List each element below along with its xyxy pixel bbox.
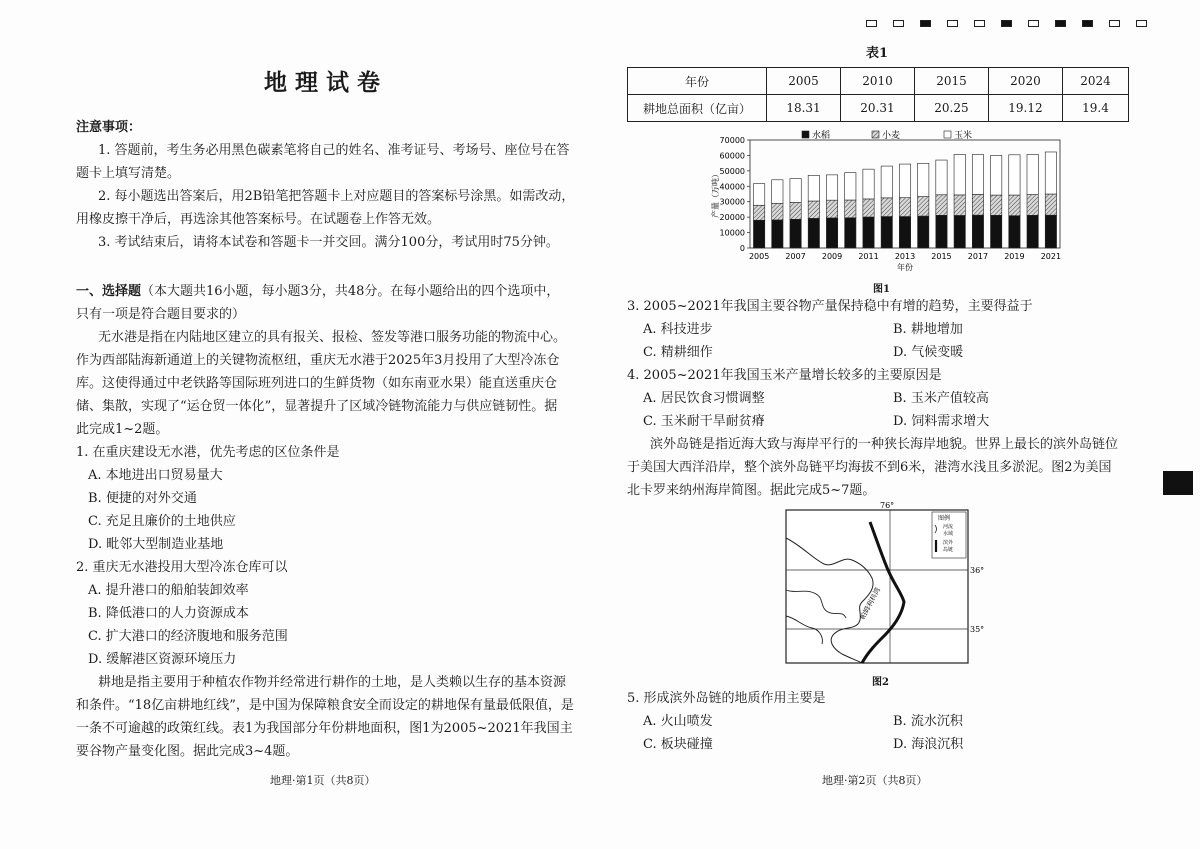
question-5: 5. 形成滨外岛链的地质作用主要是 <box>627 691 826 706</box>
passage-1-line-3: 库。这使得通过中老铁路等国际班列进口的生鲜货物（如东南亚水果）能直送重庆仓 <box>76 376 558 391</box>
question-4: 4. 2005~2021年我国玉米产量增长较多的主要原因是 <box>627 368 942 383</box>
bar-rice <box>753 220 764 248</box>
x-tick-label: 2007 <box>785 252 806 261</box>
q1-option-b: B. 便捷的对外交通 <box>88 491 197 506</box>
table-cell: 19.4 <box>1062 95 1128 122</box>
table-header-row <box>628 68 1129 95</box>
notice-line-5: 3. 考试结束后，请将本试卷和答题卡一并交回。满分100分，考试用时75分钟。 <box>98 235 559 250</box>
bar-corn <box>808 175 819 201</box>
bar-rice <box>826 218 837 248</box>
bar-rice <box>1027 215 1038 248</box>
q2-option-c: C. 扩大港口的经济腹地和服务范围 <box>88 629 288 644</box>
passage-2-line-2: 和条件。“18亿亩耕地红线”，是中国为保障粮食安全而设定的耕地保有量最低限值，是 <box>76 698 574 713</box>
alignment-marker <box>1136 20 1147 27</box>
alignment-marker <box>866 20 877 27</box>
passage-2-line-3: 一条不可逾越的政策红线。表1为我国部分年份耕地面积，图1为2005~2021年我国主 <box>76 721 573 736</box>
table-cell: 18.31 <box>767 95 841 122</box>
section-heading <box>76 280 559 303</box>
q5-option-b: B. 流水沉积 <box>893 714 963 729</box>
y-tick-label: 50000 <box>719 166 745 176</box>
bar-corn <box>1009 155 1020 195</box>
q3-option-a: A. 科技进步 <box>643 322 713 337</box>
alignment-marker <box>893 20 904 27</box>
bar-wheat <box>772 203 783 220</box>
y-tick-label: 70000 <box>719 136 745 145</box>
legend-title: 图例 <box>938 515 951 522</box>
y-tick-label: 60000 <box>719 151 745 161</box>
latitude-35-label: 35° <box>970 625 985 634</box>
notice-line-1: 1. 答题前，考生务必用黑色碳素笔将自己的姓名、准考证号、考场号、座位号在答 <box>98 143 570 158</box>
legend-swatch <box>872 131 879 138</box>
q2-option-b: B. 降低港口的人力资源成本 <box>88 606 249 621</box>
legend-swatch <box>944 131 951 138</box>
bar-corn <box>772 180 783 203</box>
bar-wheat <box>1009 195 1020 216</box>
notice-line-3: 2. 每小题选出答案后，用2B铅笔把答题卡上对应题目的答案标号涂黑。如需改动， <box>98 189 575 204</box>
legend-item: 河流 <box>943 524 954 530</box>
bar-rice <box>918 216 929 248</box>
bar-wheat <box>826 200 837 218</box>
bar-wheat <box>790 202 801 219</box>
bar-rice <box>899 217 910 248</box>
x-tick-label: 2011 <box>858 252 879 261</box>
bar-wheat <box>954 195 965 216</box>
bar-corn <box>954 154 965 195</box>
alignment-marker <box>1082 20 1093 27</box>
figure-1-caption: 图1 <box>873 284 890 295</box>
bar-corn <box>936 160 947 195</box>
bar-corn <box>863 169 874 199</box>
bar-wheat <box>753 205 764 220</box>
bar-rice <box>972 215 983 248</box>
legend-item: 岛链 <box>943 547 954 553</box>
x-tick-label: 2009 <box>821 252 843 261</box>
bar-rice <box>808 218 819 248</box>
q5-option-d: D. 海浪沉积 <box>893 737 964 752</box>
north-carolina-coast-map <box>772 498 992 676</box>
table-cell: 2020 <box>988 68 1062 95</box>
q5-option-c: C. 板块碰撞 <box>643 737 713 752</box>
x-tick-label: 2005 <box>748 252 770 261</box>
page-edge-tab <box>1163 471 1193 495</box>
longitude-label: 76° <box>880 501 895 510</box>
passage-1-line-5: 此完成1~2题。 <box>76 422 169 437</box>
section-instructions: （本大题共16小题，每小题3分，共48分。在每小题给出的四个选项中， <box>141 284 560 299</box>
x-tick-label: 2021 <box>1040 252 1062 261</box>
y-tick-label: 40000 <box>719 182 745 192</box>
table-cell: 2010 <box>840 68 914 95</box>
q3-option-d: D. 气候变暖 <box>893 345 964 360</box>
bar-wheat <box>881 198 892 217</box>
bar-corn <box>753 184 764 206</box>
alignment-marker <box>1109 20 1120 27</box>
bar-rice <box>863 217 874 248</box>
alignment-markers <box>866 20 1147 27</box>
alignment-marker <box>1055 20 1066 27</box>
bar-corn <box>1045 152 1056 194</box>
legend-item: 滨外 <box>943 540 954 546</box>
q3-option-c: C. 精耕细作 <box>643 345 713 360</box>
bar-wheat <box>918 197 929 216</box>
bar-wheat <box>972 194 983 215</box>
bar-rice <box>845 218 856 248</box>
question-2: 2. 重庆无水港投用大型冷冻仓库可以 <box>76 560 288 575</box>
q3-option-b: B. 耕地增加 <box>893 322 963 337</box>
q4-option-c: C. 玉米耐干旱耐贫瘠 <box>643 414 765 429</box>
question-1: 1. 在重庆建设无水港，优先考虑的区位条件是 <box>76 445 340 460</box>
alignment-marker <box>974 20 985 27</box>
q2-option-d: D. 缓解港区资源环境压力 <box>88 652 237 667</box>
bar-wheat <box>808 201 819 218</box>
bar-rice <box>1009 216 1020 248</box>
legend-swatch <box>802 131 809 138</box>
table-caption: 表1 <box>866 46 889 61</box>
bar-corn <box>845 173 856 200</box>
passage-1-line-2: 作为西部陆海新通道上的关键物流枢纽，重庆无水港于2025年3月投用了大型冷冻仓 <box>76 353 560 368</box>
section-title: 一、选择题 <box>76 284 142 299</box>
bar-corn <box>991 155 1002 195</box>
passage-1-line-4: 储、集散，实现了“运仓贸一体化”，显著提升了区域冷链物流能力与供应链韧性。据 <box>76 399 558 414</box>
bar-rice <box>1045 215 1056 248</box>
bar-rice <box>881 217 892 248</box>
q5-option-a: A. 火山喷发 <box>643 714 713 729</box>
table-cell: 年份 <box>628 68 767 95</box>
x-tick-label: 2015 <box>931 252 952 261</box>
bar-corn <box>1027 154 1038 194</box>
table-cell: 20.25 <box>914 95 988 122</box>
bar-rice <box>954 215 965 248</box>
bar-corn <box>972 155 983 195</box>
alignment-marker <box>1028 20 1039 27</box>
section-instructions-2: 只有一项是符合题目要求的） <box>76 307 246 322</box>
y-tick-label: 30000 <box>719 197 745 207</box>
bar-corn <box>826 175 837 200</box>
x-tick-label: 2017 <box>967 252 989 261</box>
legend-label: 小麦 <box>882 131 901 141</box>
q1-option-d: D. 毗邻大型制造业基地 <box>88 537 224 552</box>
x-axis-label: 年份 <box>897 263 913 272</box>
alignment-marker <box>947 20 958 27</box>
q1-option-a: A. 本地进出口贸易量大 <box>88 468 223 483</box>
bar-rice <box>772 220 783 248</box>
y-tick-label: 10000 <box>719 228 745 238</box>
passage-3-line-2: 于美国大西洋沿岸，整个滨外岛链平均海拔不到6米，港湾水浅且多淤泥。图2为美国 <box>627 460 1112 475</box>
table-cell: 2015 <box>914 68 988 95</box>
y-axis-label: 产量（万吨） <box>711 170 720 218</box>
bar-wheat <box>845 200 856 218</box>
alignment-marker <box>920 20 931 27</box>
bar-wheat <box>936 195 947 216</box>
passage-2-line-1: 耕地是指主要用于种植农作物并经常进行耕作的土地，是人类赖以生存的基本资源 <box>98 675 567 690</box>
bar-wheat <box>899 198 910 217</box>
grain-production-chart <box>712 128 1072 276</box>
page-footer-left: 地理·第1页（共8页） <box>270 774 376 787</box>
sound-label: 帕姆利科湾 <box>858 586 883 621</box>
notice-line-2: 题卡上填写清楚。 <box>76 166 181 181</box>
legend-label: 水稻 <box>812 131 831 141</box>
passage-1-line-1: 无水港是指在内陆地区建立的具有报关、报检、签发等港口服务功能的物流中心。 <box>98 330 567 345</box>
bar-wheat <box>1045 194 1056 215</box>
table-row <box>628 95 1129 122</box>
bar-wheat <box>1027 195 1038 216</box>
x-tick-label: 2013 <box>894 252 916 261</box>
q2-option-a: A. 提升港口的船舶装卸效率 <box>88 583 249 598</box>
x-tick-label: 2019 <box>1004 252 1025 261</box>
bar-rice <box>790 219 801 248</box>
table-cell: 2024 <box>1062 68 1128 95</box>
bar-corn <box>899 164 910 198</box>
legend-item: 水域 <box>943 531 954 537</box>
farmland-table <box>627 67 1129 122</box>
passage-3-line-3: 北卡罗来纳州海岸简图。据此完成5~7题。 <box>627 483 876 498</box>
y-tick-label: 20000 <box>719 213 745 223</box>
y-tick-label: 0 <box>739 244 745 253</box>
notice-line-4: 用橡皮擦干净后，再选涂其他答案标号。在试题卷上作答无效。 <box>76 212 441 227</box>
q4-option-a: A. 居民饮食习惯调整 <box>643 391 765 406</box>
bar-wheat <box>991 195 1002 215</box>
q1-option-c: C. 充足且廉价的土地供应 <box>88 514 236 529</box>
q4-option-d: D. 饲料需求增大 <box>893 414 990 429</box>
legend-label: 玉米 <box>954 131 973 141</box>
passage-2-line-4: 要谷物产量变化图。据此完成3~4题。 <box>76 744 299 759</box>
table-cell: 2005 <box>767 68 841 95</box>
bar-corn <box>881 166 892 198</box>
bar-corn <box>790 179 801 203</box>
bar-wheat <box>863 199 874 217</box>
alignment-marker <box>1001 20 1012 27</box>
bar-rice <box>991 215 1002 248</box>
bar-corn <box>918 163 929 196</box>
page-footer-right: 地理·第2页（共8页） <box>822 774 928 787</box>
table-cell: 20.31 <box>840 95 914 122</box>
q4-option-b: B. 玉米产值较高 <box>893 391 989 406</box>
figure-2-caption: 图2 <box>872 677 889 688</box>
bar-rice <box>936 215 947 248</box>
notice-heading: 注意事项： <box>76 120 142 135</box>
passage-3-line-1: 滨外岛链是指近海大致与海岸平行的一种狭长海岸地貌。世界上最长的滨外岛链位 <box>650 437 1119 452</box>
page-title: 地理试卷 <box>264 69 388 96</box>
table-cell: 耕地总面积（亿亩） <box>628 95 767 122</box>
question-3: 3. 2005~2021年我国主要谷物产量保持稳中有增的趋势，主要得益于 <box>627 299 1033 314</box>
latitude-36-label: 36° <box>970 566 985 575</box>
table-cell: 19.12 <box>988 95 1062 122</box>
